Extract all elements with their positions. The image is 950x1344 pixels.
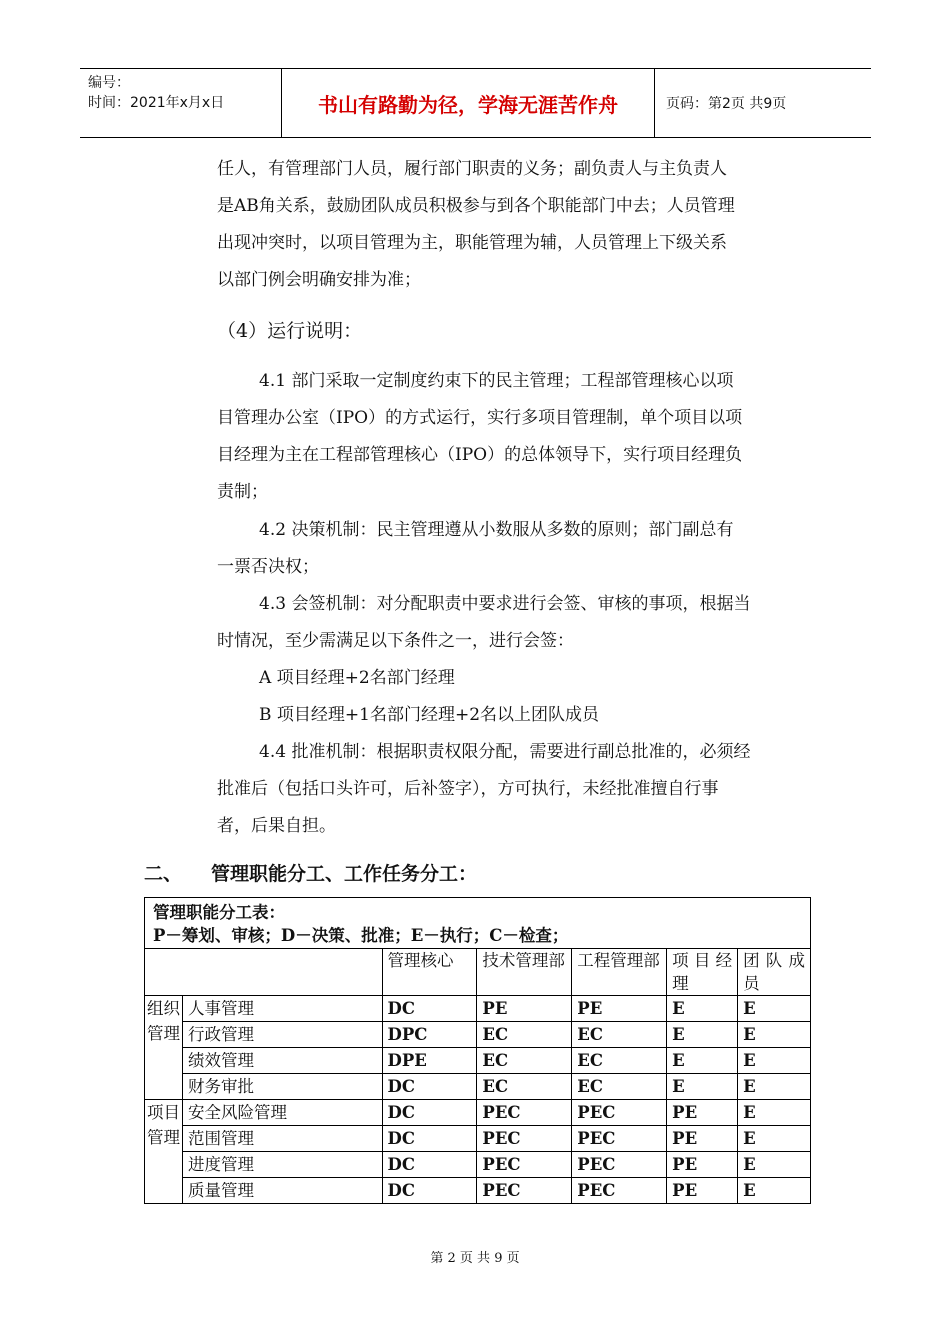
text-line: 4.3 会签机制：对分配职责中要求进行会签、审核的事项，根据当 — [259, 594, 751, 614]
table-cell: PE — [572, 996, 667, 1022]
table-cell: DC — [382, 1074, 477, 1100]
table-cell: PE — [667, 1126, 738, 1152]
condition-a: A 项目经理+2名部门经理 — [259, 668, 455, 688]
sub-heading: （4）运行说明： — [217, 320, 363, 342]
row-item: 财务审批 — [182, 1074, 382, 1100]
text-line: 以部门例会明确安排为准； — [217, 270, 421, 290]
table-cell: PE — [477, 996, 572, 1022]
column-header: 团队成员 — [738, 949, 811, 996]
table-row — [145, 1152, 811, 1178]
table-cell: EC — [572, 1074, 667, 1100]
table-cell: E — [738, 996, 811, 1022]
table-cell: PE — [667, 1100, 738, 1126]
row-item: 安全风险管理 — [182, 1100, 382, 1126]
table-cell: PEC — [477, 1152, 572, 1178]
table-cell: PEC — [477, 1178, 572, 1204]
table-row — [145, 1074, 811, 1100]
table-cell: E — [667, 1048, 738, 1074]
table-row — [145, 1022, 811, 1048]
table-cell: DPC — [382, 1022, 477, 1048]
table-cell: DC — [382, 996, 477, 1022]
table-cell: E — [738, 1178, 811, 1204]
table-cell: DC — [382, 1152, 477, 1178]
text-line: 目管理办公室（IPO）的方式运行，实行多项目管理制，单个项目以项 — [217, 408, 743, 428]
text-line: 出现冲突时，以项目管理为主，职能管理为辅，人员管理上下级关系 — [217, 233, 727, 253]
text-line: 4.1 部门采取一定制度约束下的民主管理；工程部管理核心以项 — [259, 371, 734, 391]
text-line: 4.4 批准机制：根据职责权限分配，需要进行副总批准的，必须经 — [259, 742, 751, 762]
section-title: 管理职能分工、工作任务分工： — [211, 863, 478, 885]
table-cell: PEC — [572, 1178, 667, 1204]
table-cell: E — [738, 1126, 811, 1152]
text-line: 4.2 决策机制：民主管理遵从小数服从多数的原则；部门副总有 — [259, 520, 734, 540]
table-cell: PEC — [477, 1126, 572, 1152]
table-cell: EC — [477, 1048, 572, 1074]
table-cell: DPE — [382, 1048, 477, 1074]
text-line: 时情况，至少需满足以下条件之一，进行会签： — [217, 631, 574, 651]
condition-b: B 项目经理+1名部门经理+2名以上团队成员 — [259, 705, 600, 725]
row-item: 质量管理 — [182, 1178, 382, 1204]
table-cell: PEC — [572, 1100, 667, 1126]
row-item: 进度管理 — [182, 1152, 382, 1178]
table-cell: E — [738, 1152, 811, 1178]
page-header — [80, 68, 871, 138]
table-cell: EC — [572, 1022, 667, 1048]
table-cell: E — [738, 1074, 811, 1100]
text-line: 责制； — [217, 482, 268, 502]
group-label: 组织管理 — [145, 996, 183, 1100]
table-cell: DC — [382, 1178, 477, 1204]
table-cell: E — [667, 1022, 738, 1048]
table-cell: EC — [572, 1048, 667, 1074]
table-cell: PE — [667, 1178, 738, 1204]
doc-number-label: 编号： — [88, 75, 130, 91]
table-header-row — [145, 949, 811, 996]
column-header: 管理核心 — [382, 949, 477, 996]
header-page-label: 页码：第2页 共9页 — [666, 96, 787, 112]
table-cell: PEC — [572, 1152, 667, 1178]
table-cell: EC — [477, 1074, 572, 1100]
column-header: 项目经理 — [667, 949, 738, 996]
section-number: 二、 — [144, 863, 183, 885]
text-line: 者，后果自担。 — [217, 816, 336, 836]
management-function-table — [144, 897, 811, 1204]
table-row — [145, 1048, 811, 1074]
table-cell: EC — [477, 1022, 572, 1048]
table-cell: PEC — [477, 1100, 572, 1126]
table-row — [145, 996, 811, 1022]
table-cell: E — [738, 1048, 811, 1074]
table-cell: E — [667, 1074, 738, 1100]
table-cell: E — [738, 1100, 811, 1126]
caption-legend: P－筹划、审核；D－决策、批准；E－执行；C－检查； — [153, 926, 569, 945]
doc-time-label: 时间：2021年x月x日 — [88, 95, 225, 111]
text-line: 目经理为主在工程部管理核心（IPO）的总体领导下，实行项目经理负 — [217, 445, 743, 465]
table-cell: E — [738, 1022, 811, 1048]
column-header: 技术管理部 — [477, 949, 572, 996]
text-line: 是AB角关系，鼓励团队成员积极参与到各个职能部门中去；人员管理 — [217, 196, 735, 216]
table-cell: DC — [382, 1100, 477, 1126]
table-caption — [145, 898, 811, 949]
column-header: 工程管理部 — [572, 949, 667, 996]
row-item: 绩效管理 — [182, 1048, 382, 1074]
header-meta — [80, 69, 282, 137]
table-cell: DC — [382, 1126, 477, 1152]
table-row — [145, 1126, 811, 1152]
table-cell: PE — [667, 1152, 738, 1178]
header-slogan: 书山有路勤为径，学海无涯苦作舟 — [282, 69, 655, 137]
table-cell: E — [667, 996, 738, 1022]
text-line: 批准后（包括口头许可，后补签字），方可执行，未经批准擅自行事 — [217, 779, 719, 799]
header-blank-cell — [145, 949, 383, 996]
row-item: 行政管理 — [182, 1022, 382, 1048]
table-cell: PEC — [572, 1126, 667, 1152]
text-line: 任人，有管理部门人员，履行部门职责的义务；副负责人与主负责人 — [217, 159, 727, 179]
caption-title: 管理职能分工表： — [153, 903, 285, 922]
table-row — [145, 1100, 811, 1126]
group-label: 项目管理 — [145, 1100, 183, 1204]
page-footer: 第 2 页 共 9 页 — [430, 1251, 520, 1266]
text-line: 一票否决权； — [217, 557, 319, 577]
table-row — [145, 1178, 811, 1204]
row-item: 人事管理 — [182, 996, 382, 1022]
row-item: 范围管理 — [182, 1126, 382, 1152]
